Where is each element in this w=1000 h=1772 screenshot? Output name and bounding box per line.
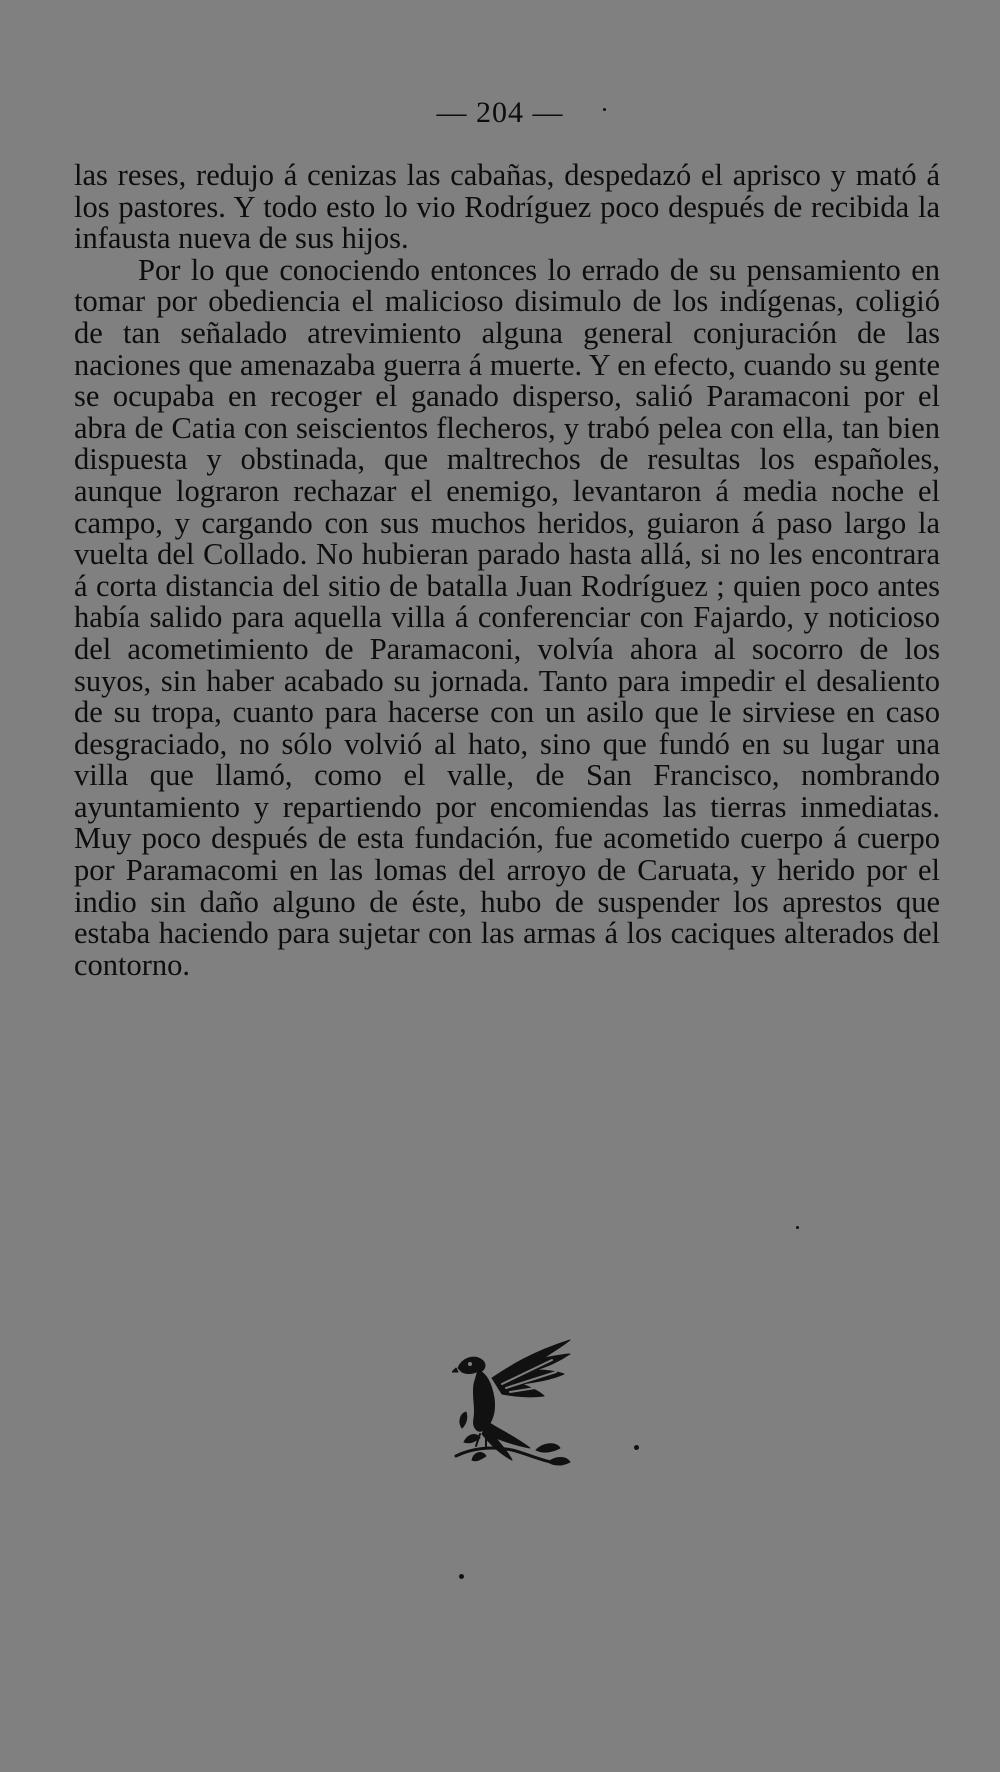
ink-speck — [603, 108, 606, 111]
eagle-vignette-icon — [452, 1338, 582, 1468]
body-text — [74, 160, 940, 981]
page-number: — 204 — — [436, 96, 564, 129]
paragraph: Por lo que conociendo entonces lo errado de su pensamiento en tomar por obediencia el malicioso disimulo de los indígenas, coligió de tan señalado atrevimiento alguna general conjuración de las naciones que amenazaba guerra á muerte. Y en efecto, cuando su gente se ocupaba en recoger el ganado disperso, salió Paramaconi por el abra de Catia con seiscientos flecheros, y trabó pelea con ella, tan bien dispuesta y obstinada, que maltrechos de resultas los españoles, aunque lograron rechazar el enemigo, levantaron á media noche el campo, y cargando con sus muchos heridos, guiaron á paso largo la vuelta del Collado. No hubieran parado hasta allá, si no les encontrara á corta distancia del sitio de batalla Juan Rodríguez ; quien poco antes había salido para aquella villa á conferenciar con Fajardo, y noticioso del acometimiento de Paramaconi, volvía ahora al socorro de los suyos, sin haber acabado su jornada. Tanto para impedir el desaliento de su tropa, cuanto para hacerse con un asilo que le sirviese en caso desgraciado, no sólo volvió al hato, sino que fundó en su lugar una villa que llamó, como el valle, de San Francisco, nombrando ayuntamiento y repartiendo por encomiendas las tierras inmediatas. Muy poco después de esta fundación, fue acometido cuerpo á cuerpo por Paramacomi en las lomas del arroyo de Caruata, y herido por el indio sin daño alguno de éste, hubo de suspender los aprestos que estaba haciendo para sujetar con las armas á los caciques alterados del contorno. — [74, 252, 940, 982]
ink-speck — [796, 1226, 799, 1229]
paragraph: las reses, redujo á cenizas las cabañas, despedazó el aprisco y mató á los pastores. Y todo esto lo vio Rodríguez poco después de recibida la infausta nueva de sus hijos. — [74, 158, 940, 256]
ink-speck — [634, 1445, 639, 1450]
ink-speck — [459, 1574, 464, 1579]
